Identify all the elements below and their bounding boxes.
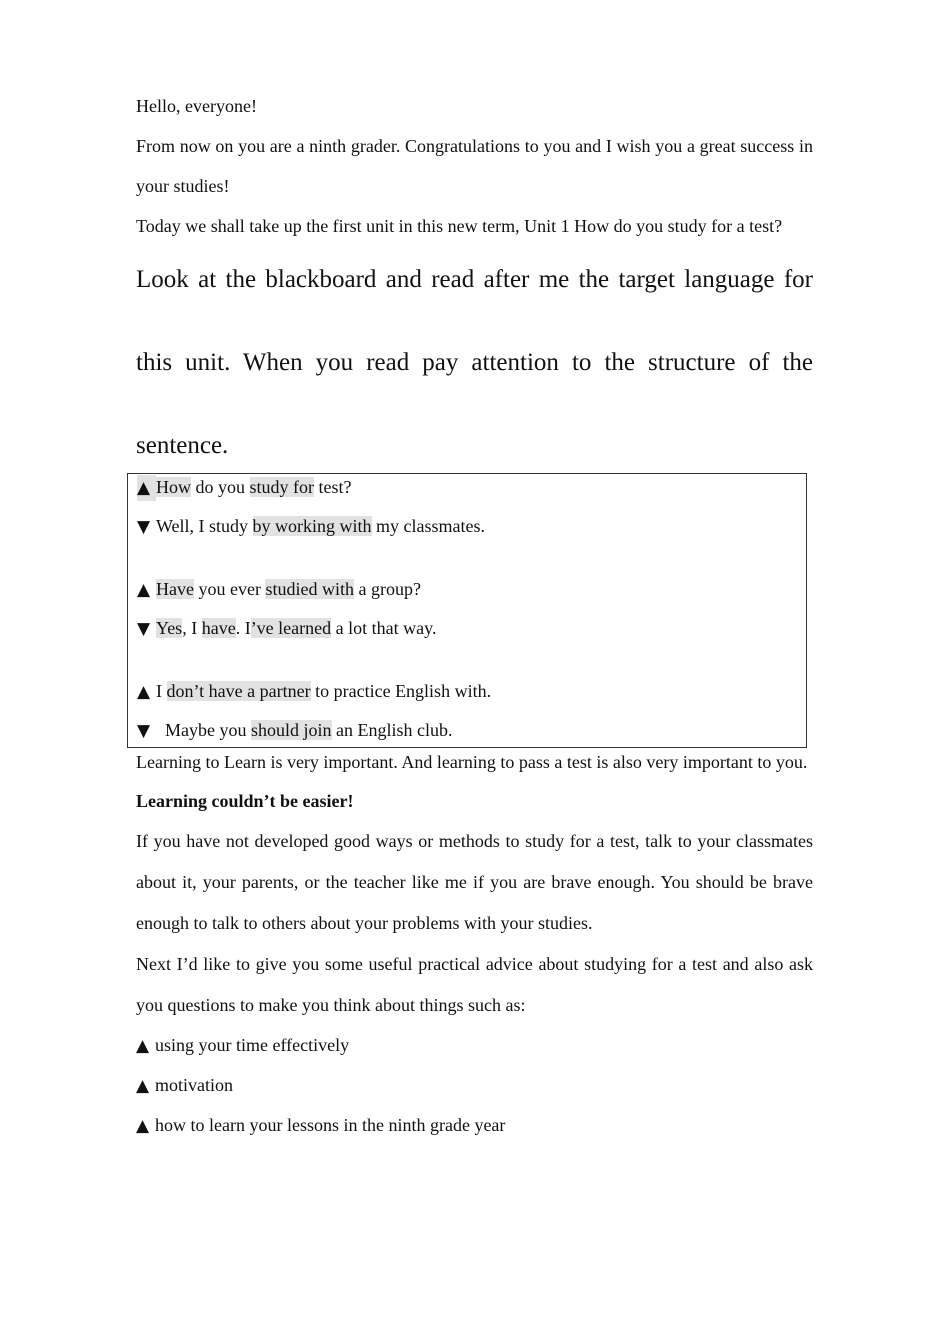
section-heading: Learning couldn’t be easier!: [136, 791, 354, 811]
triangle-down-icon: ▼: [137, 721, 151, 741]
list-item: ▲ how to learn your lessons in the ninth grade year: [136, 1106, 813, 1146]
triangle-up-icon: ▲: [137, 580, 151, 600]
triangle-down-icon: ▼: [137, 517, 151, 537]
list-item: ▲ using your time effectively: [136, 1026, 813, 1066]
box-line-3: ▲ Have you ever studied with a group?: [137, 576, 806, 615]
box-line-1: ▲ How do you study for test?: [137, 474, 806, 513]
greeting: Hello, everyone!: [136, 96, 257, 116]
box-line-2: ▼ Well, I study by working with my classmates.: [137, 513, 806, 552]
intro-paragraph-2: Today we shall take up the first unit in this new term, Unit 1 How do you study for a test?: [136, 216, 783, 236]
box-line-5: ▲ I don’t have a partner to practice English with.: [137, 678, 806, 717]
box-line-6: ▼ Maybe you should join an English club.: [137, 717, 806, 747]
triangle-down-icon: ▼: [137, 619, 151, 639]
triangle-up-icon: ▲: [136, 1036, 150, 1056]
triangle-up-icon: ▲: [136, 1076, 150, 1096]
paragraph-5: Next I’d like to give you some useful practical advice about studying for a test and also ask you questions to make you think about things such as:: [136, 954, 813, 1015]
box-line-4: ▼ Yes, I have. I’ve learned a lot that way.: [137, 615, 806, 654]
intro-paragraph-1: From now on you are a ninth grader. Congratulations to you and I wish you a great success in your studies!: [136, 136, 813, 196]
triangle-up-icon: ▲: [137, 682, 151, 702]
paragraph-4: If you have not developed good ways or methods to study for a test, talk to your classmates about it, your parents, or the teacher like me if you are brave enough. You should be brave enough to talk to others about your problems with your studies.: [136, 831, 813, 933]
document-page: [136, 96, 813, 1146]
triangle-up-icon: ▲: [137, 475, 156, 501]
paragraph-3: Learning to Learn is very important. And learning to pass a test is also very important to you.: [136, 752, 808, 772]
triangle-up-icon: ▲: [136, 1116, 150, 1136]
instruction-paragraph: Look at the blackboard and read after me the target language for this unit. When you read pay attention to the structure of the sentence.: [136, 266, 813, 459]
bullet-list: [136, 1026, 813, 1146]
target-language-box: [127, 473, 807, 748]
list-item: ▲ motivation: [136, 1066, 813, 1106]
